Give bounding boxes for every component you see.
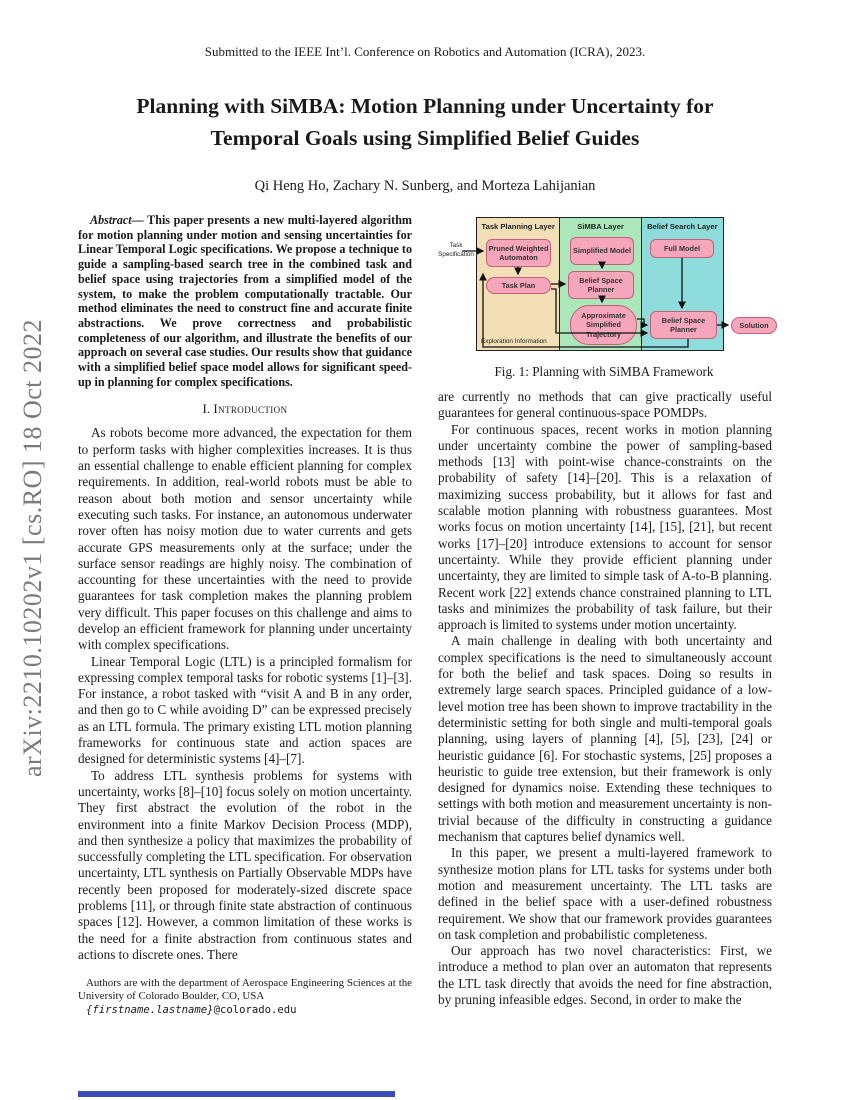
email-domain: @colorado.edu bbox=[213, 1004, 297, 1017]
task-planning-layer-title: Task Planning Layer bbox=[481, 222, 555, 231]
two-column-body bbox=[78, 213, 772, 1017]
node-solution: Solution bbox=[731, 317, 777, 334]
arxiv-watermark: arXiv:2210.10202v1 [cs.RO] 18 Oct 2022 bbox=[18, 318, 47, 778]
node-full-model: Full Model bbox=[650, 239, 714, 258]
right-paragraph-5: Our approach has two novel characteristics: First, we introduce a method to plan over an automaton that represents the LTL task directly that avoids the need for fine abstraction, by pruning infeasible edges. Second, in order to make the bbox=[438, 943, 772, 1007]
right-paragraph-2: For continuous spaces, recent works in motion planning under uncertainty combine the power of sampling-based methods [13] with point-wise chance-constraints on the probability of safety [14]–[20]. This is a relaxation of maximizing success probability, but it allows for fast and scalable motion planning with robustness guarantees. Most works focus on motion uncertainty [14], [15], [21], but recent works [17]–[20] introduce extensions to account for sensor uncertainty. While they provide efficient planning under uncertainty, they are limited to simple task of A-to-B planning. Recent work [22] extends chance constrained planning to LTL tasks and minimizes the probability of task failure, but their approach is limited to systems under motion uncertainty. bbox=[438, 421, 772, 633]
right-column bbox=[438, 213, 772, 1017]
footnote-email bbox=[78, 1004, 412, 1017]
figure-1 bbox=[436, 213, 772, 380]
abstract-label: Abstract— bbox=[90, 213, 144, 227]
email-firstname-lastname: {firstname.lastname} bbox=[86, 1004, 214, 1017]
intro-paragraph-1: As robots become more advanced, the expectation for them to perform tasks with higher complexities increases. It is thus an essential challenge to enable efficient planning for complex requirements. In addition, real-world robots must be able to reason about both motion and sensor uncertainty while executing such tasks. For instance, an autonomous underwater rover often has noisy motion due to water currents and gets accurate GPS measurements only at the surface; under the surface sensor readings are highly noisy. The combination of accounting for these uncertainties with the need to provide guarantees for task completion makes the planning problem very difficult. This paper focuses on this challenge and aims to develop an efficient framework for planning under uncertainty with complex specifications. bbox=[78, 425, 412, 653]
node-approximate-simplified-trajectory: Approximate Simplified Trajectory bbox=[570, 305, 637, 345]
simba-framework-diagram bbox=[436, 213, 778, 355]
section-title: Introduction bbox=[213, 401, 288, 417]
right-paragraph-3: A main challenge in dealing with both uncertainty and complex specifications is the need to simultaneously account for both the belief and task spaces. Doing so results in extremely large search spaces. Principled guidance of a low-level motion tree has been shown to improve tractability in the deterministic setting for both single and multi-temporal goals planning, using layers of planning [4], [5], [23], [24] or heuristic guidance [6]. For stochastic systems, [25] proposes a heuristic to guide tree extension, but their framework is only designed for dynamics noise. Extending these techniques to settings with both motion and measurement uncertainty is non-trivial because of the difficulty in constructing a guidance mechanism that captures belief dynamics well. bbox=[438, 633, 772, 845]
abstract-text: This paper presents a new multi-layered algorithm for motion planning under motion and sensing uncertainties for Linear Temporal Logic specifications. We propose a technique to guide a sampling-based search tree in the combined task and belief space using trajectories from a simplified model of the system, to make the problem computationally tractable. Our method eliminates the need to construct fine and accurate finite abstractions. We prove correctness and probabilistic completeness of our algorithm, and illustrate the benefits of our approach on several case studies. Our results show that guidance with a simplified belief space model allows for significant speed-up in planning for complex specifications. bbox=[78, 213, 412, 389]
paper-title: Planning with SiMBA: Motion Planning under Uncertainty for Temporal Goals using Simplified Belief Guides bbox=[136, 94, 714, 151]
left-column bbox=[78, 213, 412, 1017]
section-number: I. bbox=[202, 401, 214, 417]
submission-note: Submitted to the IEEE Int’l. Conference on Robotics and Automation (ICRA), 2023. bbox=[204, 44, 646, 59]
intro-paragraph-3: To address LTL synthesis problems for systems with uncertainty, works [8]–[10] focus solely on motion uncertainty. They first abstract the evolution of the robot in the environment into a finite Markov Decision Process (MDP), and then synthesize a policy that maximizes the probability of successfully completing the LTL specification. For observation uncertainty, LTL synthesis on Partially Observable MDPs have recently been proposed for moderately-sized discrete space problems [11], or through finite state abstraction of continuous spaces [12]. However, a common limitation of these works is the need for a finite abstraction from continuous states and actions to discrete ones. There bbox=[78, 767, 412, 962]
node-belief-space-planner-search: Belief Space Planner bbox=[650, 311, 717, 339]
author-line: Qi Heng Ho, Zachary N. Sunberg, and Morteza Lahijanian bbox=[254, 178, 596, 194]
belief-search-layer-title: Belief Search Layer bbox=[647, 222, 718, 231]
node-task-plan: Task Plan bbox=[486, 277, 551, 294]
author-footnote bbox=[78, 977, 412, 1017]
right-paragraph-1: are currently no methods that can give practically useful guarantees for general continuous-space POMDPs. bbox=[438, 389, 772, 421]
next-page-peek-bar bbox=[78, 1091, 395, 1097]
node-belief-space-planner-simba: Belief Space Planner bbox=[568, 271, 634, 299]
intro-paragraph-2: Linear Temporal Logic (LTL) is a principled formalism for expressing complex temporal tasks for robotic systems [1]–[3]. For instance, a robot tasked with “visit A and B in any order, and then go to C while avoiding D” can be expressed precisely as an LTL formula. The primary existing LTL motion planning frameworks for continuous state and action spaces are designed for deterministic systems [4]–[7]. bbox=[78, 653, 412, 767]
abstract-paragraph bbox=[78, 213, 412, 389]
right-paragraph-4: In this paper, we present a multi-layered framework to synthesize motion plans for LTL tasks for systems under both motion and measurement uncertainty. The LTL tasks are defined in the belief space with a user-defined robustness requirement. We show that our framework provides guarantees on task completion and probabilistic completeness. bbox=[438, 845, 772, 942]
simba-layer-title: SiMBA Layer bbox=[577, 222, 624, 231]
footnote-text: Authors are with the department of Aerospace Engineering Sciences at the University of Colorado Boulder, CO, USA bbox=[78, 977, 412, 1003]
node-pruned-weighted-automaton: Pruned Weighted Automaton bbox=[486, 239, 551, 267]
task-specification-label: Task Specification bbox=[438, 242, 474, 258]
figure-1-caption: Fig. 1: Planning with SiMBA Framework bbox=[494, 364, 714, 379]
node-simplified-model: Simplified Model bbox=[570, 237, 634, 265]
section-heading-introduction bbox=[78, 401, 412, 417]
exploration-information-label: Exploration Information bbox=[481, 338, 547, 345]
